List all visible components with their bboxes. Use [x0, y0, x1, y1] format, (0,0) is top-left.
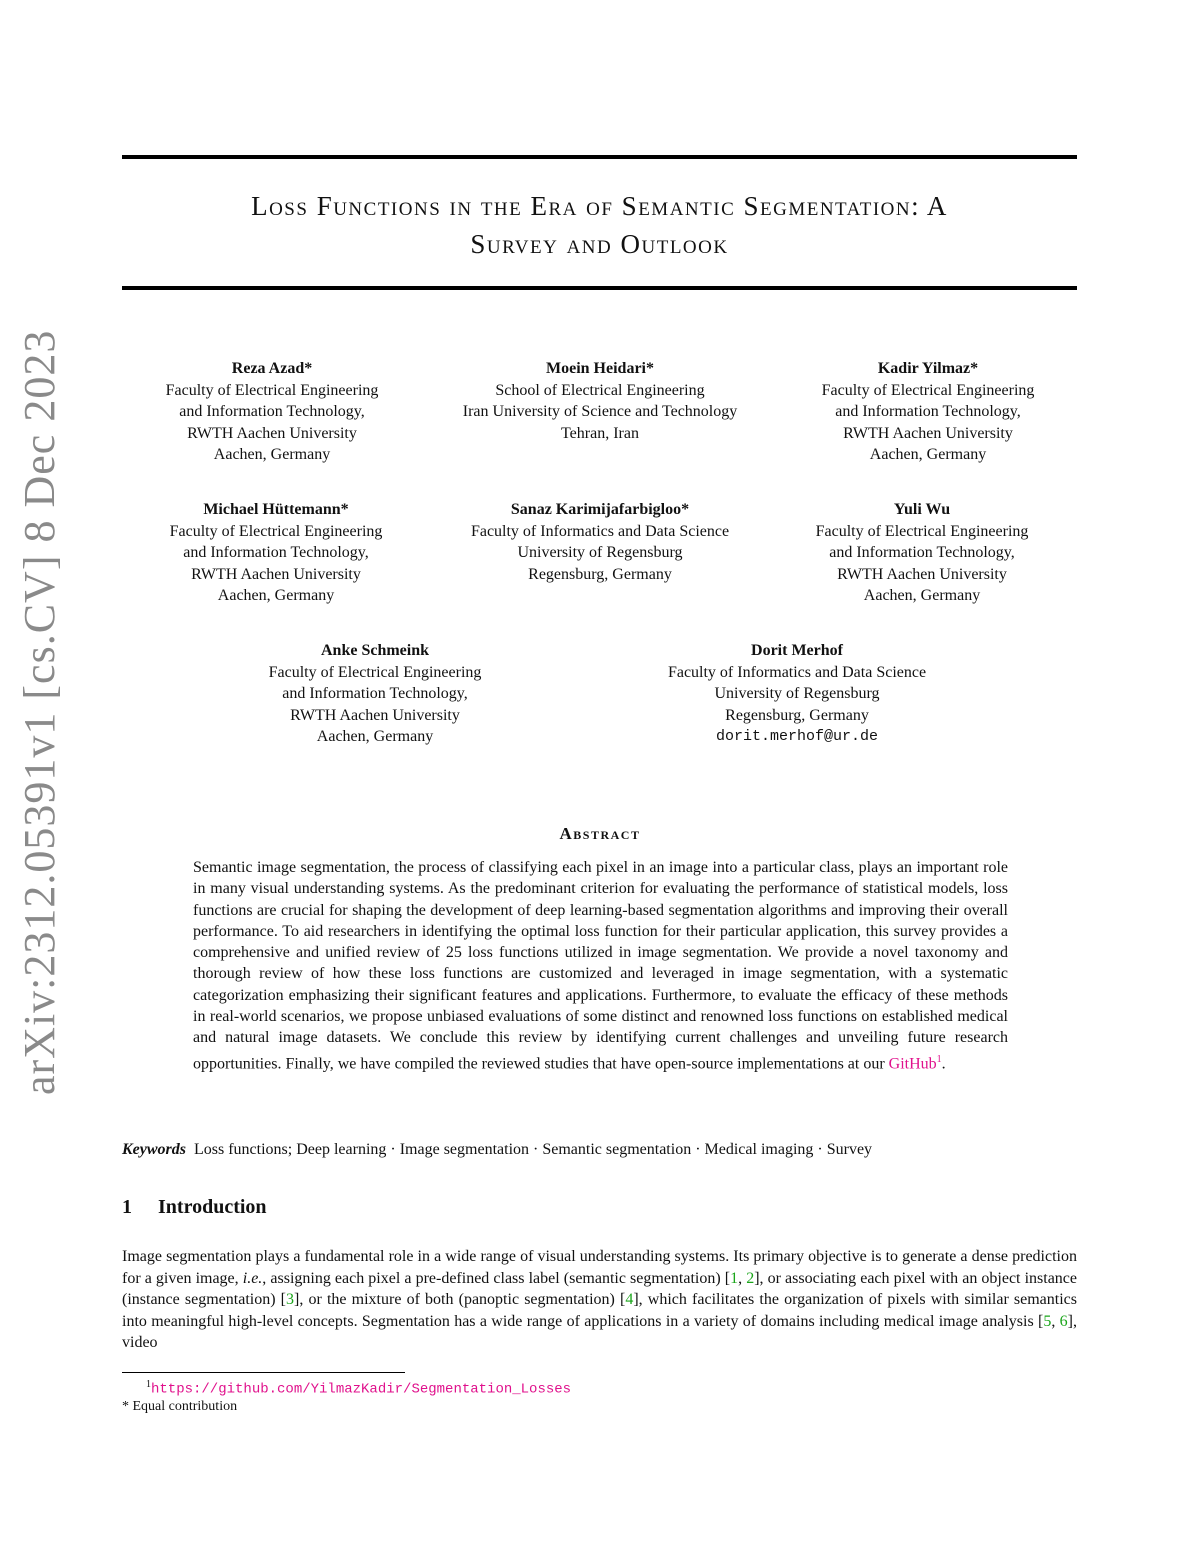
- abstract-heading: Abstract: [559, 824, 641, 843]
- author-name: Yuli Wu: [893, 501, 951, 518]
- author-affiliation: Faculty of Electrical Engineering and Information Technology, RWTH Aachen University Aachen, Germany: [165, 381, 379, 463]
- footnote-rule: [122, 1372, 405, 1373]
- citation-link[interactable]: 6: [1059, 1312, 1068, 1330]
- author-name: Kadir Yilmaz*: [877, 360, 979, 377]
- footnote-1-mark: 1: [146, 1379, 151, 1390]
- intro-text: ], video: [122, 1312, 1077, 1351]
- keywords-line: [122, 1141, 872, 1159]
- citation-link[interactable]: 1: [730, 1269, 739, 1287]
- author-affiliation: Faculty of Electrical Engineering and Information Technology, RWTH Aachen University Aachen, Germany: [268, 663, 482, 745]
- title-bottom-rule: [122, 286, 1077, 290]
- title-line-1: Loss Functions in the Era of Semantic Segmentation: A: [251, 191, 948, 221]
- citation-link[interactable]: 5: [1043, 1312, 1052, 1330]
- github-link[interactable]: GitHub: [888, 1055, 937, 1072]
- author-name: Anke Schmeink: [320, 642, 430, 659]
- author-name: Moein Heidari*: [546, 360, 654, 377]
- author-affiliation: Faculty of Electrical Engineering and Information Technology, RWTH Aachen University Aachen, Germany: [169, 522, 383, 604]
- arxiv-identifier-stamp: arXiv:2312.05391v1 [cs.CV] 8 Dec 2023: [15, 329, 64, 1095]
- author-name: Sanaz Karimijafarbigloo*: [510, 501, 690, 518]
- author-block: [420, 499, 780, 585]
- author-block: [772, 499, 1072, 607]
- intro-text: ,: [1051, 1312, 1060, 1330]
- author-block: [126, 499, 426, 607]
- intro-text: ], which facilitates the organization of pixels with similar semantics into meaningful high-level concepts. Segmentation has a wide range of applications in a variety of domains including medical image analysis [: [122, 1291, 1078, 1330]
- footnote-1: [146, 1379, 571, 1398]
- citation-link[interactable]: 3: [286, 1291, 295, 1308]
- author-email[interactable]: dorit.merhof@ur.de: [715, 728, 879, 745]
- author-name: Reza Azad*: [231, 360, 313, 377]
- abstract-end: .: [941, 1055, 946, 1072]
- author-block: [420, 358, 780, 444]
- author-name: Dorit Merhof: [751, 642, 843, 659]
- intro-text: ,: [738, 1269, 747, 1287]
- section-title: Introduction: [158, 1196, 267, 1218]
- keywords-text: Loss functions; Deep learning · Image segmentation · Semantic segmentation · Medical imaging · Survey: [194, 1141, 873, 1158]
- footnote-equal-contribution: * Equal contribution: [122, 1399, 238, 1414]
- footnote-mark[interactable]: 1: [936, 1053, 942, 1065]
- intro-text: , assigning each pixel a pre-defined class label (semantic segmentation) [: [262, 1269, 731, 1287]
- author-block: [225, 640, 525, 748]
- title-line-2: Survey and Outlook: [470, 229, 729, 259]
- citation-link[interactable]: 4: [625, 1291, 634, 1308]
- citation-link[interactable]: 2: [746, 1269, 755, 1287]
- intro-text: ], or associating each pixel with an object instance (instance segmentation) [: [122, 1269, 1078, 1308]
- abstract-paragraph: Semantic image segmentation, the process of classifying each pixel in an image into a particular class, plays an important role in many visual understanding systems. As the predominant criterion for evaluating the performance of statistical models, loss functions are crucial for shaping the development of deep learning-based segmentation algorithms and improving their overall performance. To aid researchers in identifying the optimal loss function for their particular application, this survey provides a comprehensive and unified review of 25 loss functions utilized in image segmentation. We provide a novel taxonomy and thorough review of how these loss functions are customized and leveraged in image segmentation, with a systematic categorization emphasizing their significant features and applications. Furthermore, to evaluate the efficacy of these methods in real-world scenarios, we propose unbiased evaluations of some distinct and renowned loss functions on established medical and natural image datasets. We conclude this review by identifying current challenges and unveiling future research opportunities. Finally, we have compiled the reviewed studies that have open-source implementations at our: [193, 859, 1008, 1072]
- intro-ie: i.e.: [242, 1269, 263, 1287]
- author-affiliation: Faculty of Informatics and Data Science University of Regensburg Regensburg, Germany: [470, 522, 730, 583]
- author-affiliation: Faculty of Electrical Engineering and Information Technology, RWTH Aachen University Aachen, Germany: [821, 381, 1035, 463]
- introduction-paragraph: [122, 1246, 1077, 1354]
- keywords-label: Keywords: [122, 1141, 186, 1158]
- title-top-rule: [122, 155, 1077, 159]
- footnote-url-link[interactable]: https://github.com/YilmazKadir/Segmentation_Losses: [151, 1381, 572, 1398]
- intro-text: Image segmentation plays a fundamental role in a wide range of visual understanding systems. Its primary objective is to generate a dense prediction for a given image,: [122, 1248, 1077, 1287]
- paper-title: [122, 187, 1077, 263]
- author-affiliation: School of Electrical Engineering Iran University of Science and Technology Tehran, Iran: [462, 381, 738, 442]
- author-block: [778, 358, 1078, 466]
- author-block: [617, 640, 977, 748]
- section-heading: [122, 1196, 267, 1219]
- intro-text: ], or the mixture of both (panoptic segmentation) [: [294, 1291, 626, 1308]
- author-name: Michael Hüttemann*: [203, 501, 349, 518]
- author-affiliation: Faculty of Electrical Engineering and Information Technology, RWTH Aachen University Aachen, Germany: [815, 522, 1029, 604]
- author-affiliation: Faculty of Informatics and Data Science University of Regensburg Regensburg, Germany: [667, 663, 927, 724]
- author-block: [122, 358, 422, 466]
- section-number: 1: [122, 1196, 132, 1218]
- abstract-text: [193, 857, 1008, 1074]
